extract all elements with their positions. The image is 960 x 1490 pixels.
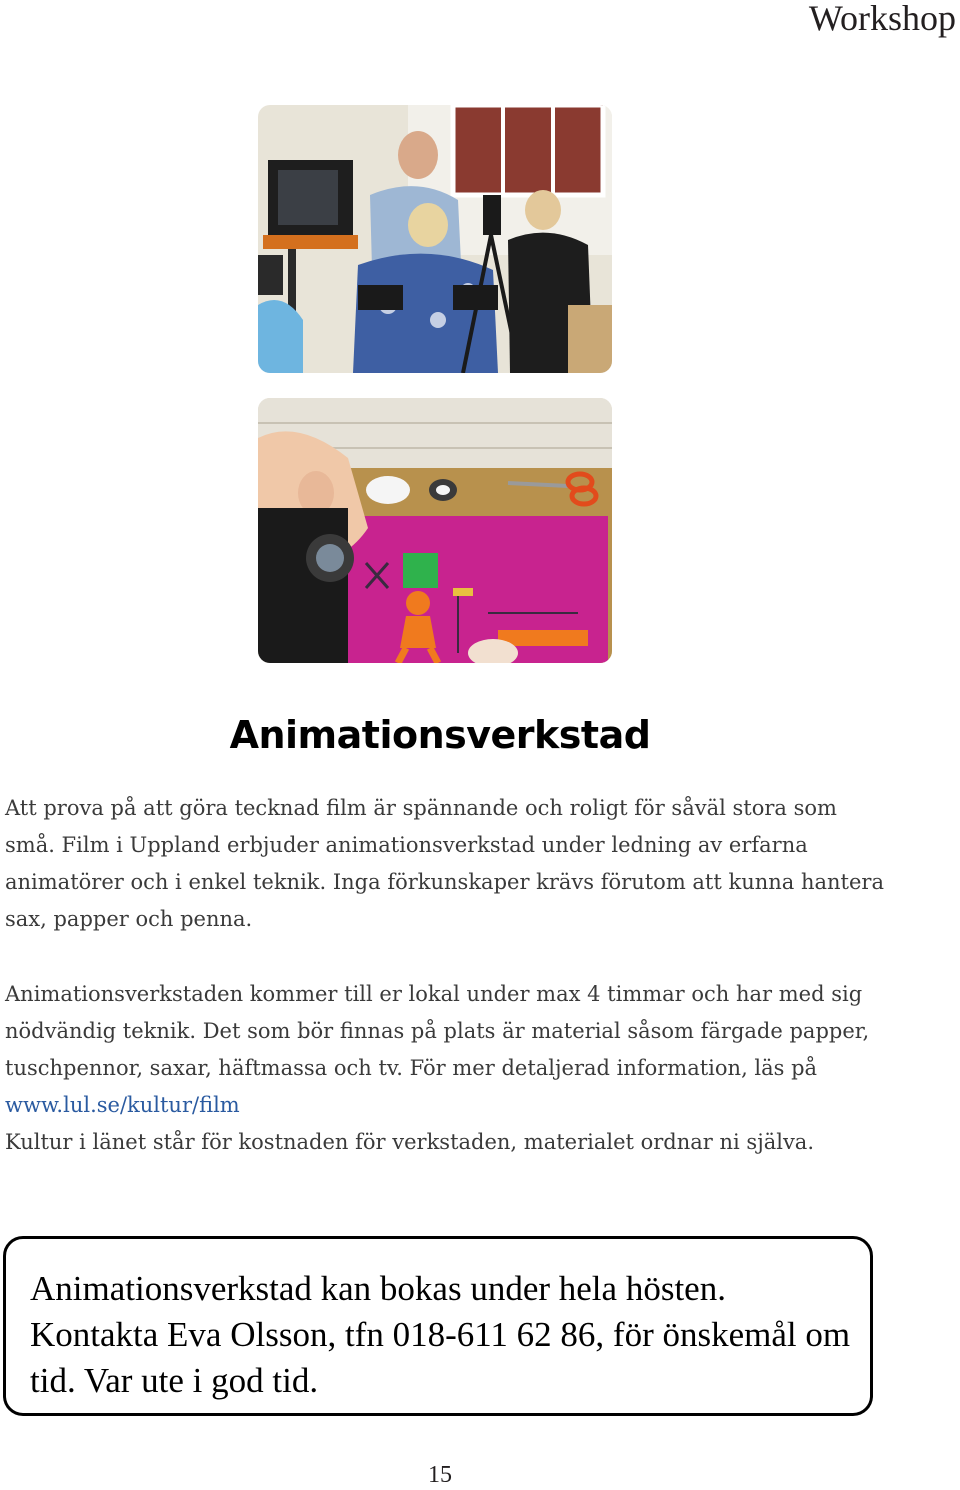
page-number: 15: [428, 1462, 452, 1488]
article-title: Animationsverkstad: [229, 713, 651, 757]
workshop-photo: [258, 105, 612, 373]
article-paragraph-costs: Kultur i länet står för kostnaden för verkstaden, materialet ordnar ni själva.: [5, 1130, 815, 1154]
photo-workshop-group-icon: [258, 105, 612, 373]
article-paragraph-details: [5, 976, 885, 1124]
booking-callout-text: Animationsverkstad kan bokas under hela hösten. Kontakta Eva Olsson, tfn 018-611 62 86, för önskemål om tid. Var ute i god tid.: [30, 1269, 851, 1400]
animation-table-photo: [258, 398, 612, 663]
running-header: Workshop: [808, 0, 956, 38]
details-text: Animationsverkstaden kommer till er lokal under max 4 timmar och har med sig nödvändig teknik. Det som bör finnas på plats är material såsom färgade papper, tuschpennor, saxar, häftmassa och tv. För mer detaljerad information, läs på: [5, 982, 870, 1080]
photo-animation-table-icon: [258, 398, 612, 663]
article-paragraph-intro: Att prova på att göra tecknad film är spännande och roligt för såväl stora som små. Film i Uppland erbjuder animationsverkstad under ledning av erfarna animatörer och i enkel teknik. Inga förkunskaper krävs förutom att kunna hantera sax, papper och penna.: [5, 796, 884, 931]
film-info-link[interactable]: www.lul.se/kultur/film: [5, 1093, 240, 1117]
